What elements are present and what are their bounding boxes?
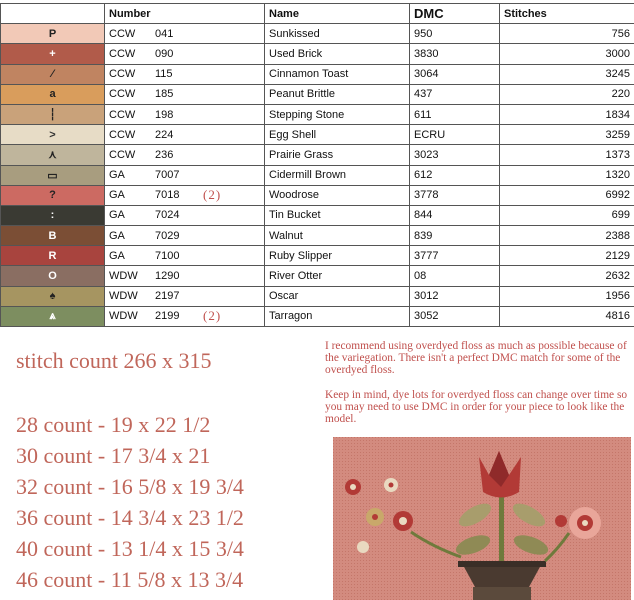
color-swatch (1, 226, 105, 246)
symbol-glyph: > (49, 128, 56, 141)
symbol-glyph: ? (49, 189, 56, 202)
floss-name: Ruby Slipper (265, 246, 410, 266)
symbol-glyph: a (49, 88, 56, 101)
floss-code: 7007 (155, 169, 180, 182)
floss-brand: CCW (109, 88, 136, 101)
floss-code: 2199 (155, 310, 180, 323)
floss-brand: CCW (109, 27, 136, 40)
stitch-count-cell: 1373 (500, 145, 634, 165)
symbol-glyph: ♠ (49, 290, 56, 303)
stitch-count-cell: 6992 (500, 185, 634, 205)
floss-code: 224 (155, 128, 174, 141)
dmc-code: ECRU (410, 125, 500, 145)
floss-name: Peanut Brittle (265, 84, 410, 104)
symbol-glyph: ⩓ (49, 309, 56, 322)
dmc-code: 844 (410, 205, 500, 225)
table-row (1, 165, 634, 185)
fabric-size-item: 36 count - 14 3/4 x 23 1/2 (16, 505, 244, 530)
dmc-code: 3830 (410, 44, 500, 64)
color-swatch (1, 44, 105, 64)
symbol-glyph: ▭ (47, 169, 58, 182)
dmc-code: 3052 (410, 306, 500, 326)
table-row (1, 286, 634, 306)
floss-number-cell (105, 226, 265, 246)
stitch-count-cell: 3000 (500, 44, 634, 64)
floss-code: 041 (155, 27, 174, 40)
stitch-count-cell: 4816 (500, 306, 634, 326)
floss-number-cell (105, 205, 265, 225)
stitches-header: Stitches (500, 4, 634, 24)
floss-number-cell (105, 125, 265, 145)
color-swatch (1, 145, 105, 165)
stitch-count-cell: 2388 (500, 226, 634, 246)
floss-code: 198 (155, 108, 174, 121)
color-swatch (1, 266, 105, 286)
symbol-glyph: ⁄ (51, 68, 54, 81)
fabric-size-item: 46 count - 11 5/8 x 13 3/4 (16, 567, 244, 592)
color-swatch (1, 205, 105, 225)
dye-lot-note: Keep in mind, dye lots for overdyed floss can change over time so you may need to use DMC in order for your piece to look like the model. (325, 389, 628, 425)
floss-brand: CCW (109, 108, 136, 121)
floss-number-cell (105, 185, 265, 205)
floss-number-cell (105, 24, 265, 44)
dmc-code: 839 (410, 226, 500, 246)
table-row (1, 44, 634, 64)
stitch-count: stitch count 266 x 315 (16, 348, 212, 373)
symbol-header (1, 4, 105, 24)
dmc-code: 08 (410, 266, 500, 286)
floss-number-cell (105, 145, 265, 165)
table-row (1, 64, 634, 84)
floss-name: Walnut (265, 226, 410, 246)
dmc-code: 3012 (410, 286, 500, 306)
table-row (1, 145, 634, 165)
dmc-code: 612 (410, 165, 500, 185)
color-swatch (1, 125, 105, 145)
symbol-glyph: O (48, 270, 57, 283)
floss-name: Cinnamon Toast (265, 64, 410, 84)
floss-number-cell (105, 266, 265, 286)
floss-code: 236 (155, 148, 174, 161)
stitch-count-cell: 3245 (500, 64, 634, 84)
dmc-code: 3777 (410, 246, 500, 266)
symbol-glyph: ┆ (49, 109, 56, 122)
floss-name: Used Brick (265, 44, 410, 64)
dmc-code: 437 (410, 84, 500, 104)
flower-pot-motif (333, 437, 631, 600)
name-header: Name (265, 4, 410, 24)
floss-number-cell (105, 165, 265, 185)
symbol-glyph: + (49, 47, 56, 60)
strand-note: (2) (203, 186, 222, 202)
color-swatch (1, 165, 105, 185)
table-row (1, 24, 634, 44)
floss-brand: WDW (109, 270, 138, 283)
fabric-size-item: 40 count - 13 1/4 x 15 3/4 (16, 536, 244, 561)
symbol-glyph: : (50, 209, 55, 222)
table-row (1, 185, 634, 205)
color-swatch (1, 84, 105, 104)
stitch-count-cell: 756 (500, 24, 634, 44)
strand-note: (2) (203, 307, 222, 323)
floss-brand: GA (109, 249, 125, 262)
table-row (1, 104, 634, 124)
dmc-code: 611 (410, 104, 500, 124)
floss-code: 7018 (155, 189, 180, 202)
floss-brand: CCW (109, 68, 136, 81)
floss-code: 7100 (155, 249, 180, 262)
floss-name: Stepping Stone (265, 104, 410, 124)
floss-name: Oscar (265, 286, 410, 306)
table-row (1, 246, 634, 266)
floss-number-cell (105, 246, 265, 266)
color-swatch (1, 286, 105, 306)
floss-number-cell (105, 84, 265, 104)
color-swatch (1, 306, 105, 326)
overdyed-recommendation-note: I recommend using overdyed floss as much as possible because of the variegation. There isn't a perfect DMC match for some of the overdyed floss. (325, 340, 627, 376)
floss-name: Woodrose (265, 185, 410, 205)
symbol-glyph: B (48, 229, 57, 242)
floss-code: 2197 (155, 290, 180, 303)
color-swatch (1, 104, 105, 124)
table-row (1, 205, 634, 225)
dmc-code: 3064 (410, 64, 500, 84)
stitch-count-cell: 3259 (500, 125, 634, 145)
stitch-count-cell: 699 (500, 205, 634, 225)
floss-name: Prairie Grass (265, 145, 410, 165)
dmc-code: 3023 (410, 145, 500, 165)
floss-number-cell (105, 44, 265, 64)
color-swatch (1, 64, 105, 84)
floss-code: 185 (155, 88, 174, 101)
floss-brand: GA (109, 209, 125, 222)
stitch-count-cell: 2632 (500, 266, 634, 286)
stitch-count-cell: 220 (500, 84, 634, 104)
floss-number-cell (105, 64, 265, 84)
stitched-model-photo (333, 437, 631, 600)
floss-name: River Otter (265, 266, 410, 286)
table-row (1, 306, 634, 326)
dmc-code: 950 (410, 24, 500, 44)
color-swatch (1, 24, 105, 44)
floss-name: Egg Shell (265, 125, 410, 145)
floss-code: 1290 (155, 270, 180, 283)
stitch-count-cell: 1956 (500, 286, 634, 306)
floss-brand: WDW (109, 310, 138, 323)
floss-number-cell (105, 286, 265, 306)
floss-brand: WDW (109, 290, 138, 303)
number-header: Number (105, 4, 265, 24)
color-swatch (1, 185, 105, 205)
dmc-header: DMC (410, 4, 500, 24)
floss-brand: CCW (109, 148, 136, 161)
table-row (1, 266, 634, 286)
stitch-count-cell: 1834 (500, 104, 634, 124)
floss-brand: GA (109, 189, 125, 202)
dmc-code: 3778 (410, 185, 500, 205)
fabric-size-item: 32 count - 16 5/8 x 19 3/4 (16, 474, 244, 499)
floss-code: 7024 (155, 209, 180, 222)
symbol-glyph: P (48, 27, 57, 40)
floss-code: 115 (155, 68, 173, 81)
fabric-size-item: 28 count - 19 x 22 1/2 (16, 412, 211, 437)
floss-number-cell (105, 306, 265, 326)
floss-brand: CCW (109, 128, 136, 141)
stitch-count-cell: 2129 (500, 246, 634, 266)
fabric-size-item: 30 count - 17 3/4 x 21 (16, 443, 211, 468)
floss-name: Sunkissed (265, 24, 410, 44)
table-header-row (1, 4, 634, 24)
stitch-count-cell: 1320 (500, 165, 634, 185)
floss-name: Tarragon (265, 306, 410, 326)
floss-code: 090 (155, 47, 174, 60)
floss-number-cell (105, 104, 265, 124)
symbol-glyph: ⋏ (48, 149, 57, 162)
floss-table (0, 3, 634, 327)
floss-name: Tin Bucket (265, 205, 410, 225)
table-row (1, 125, 634, 145)
table-row (1, 226, 634, 246)
floss-brand: CCW (109, 47, 136, 60)
floss-code: 7029 (155, 229, 180, 242)
floss-brand: GA (109, 229, 125, 242)
color-swatch (1, 246, 105, 266)
symbol-glyph: R (48, 249, 57, 262)
floss-name: Cidermill Brown (265, 165, 410, 185)
table-row (1, 84, 634, 104)
floss-brand: GA (109, 169, 125, 182)
